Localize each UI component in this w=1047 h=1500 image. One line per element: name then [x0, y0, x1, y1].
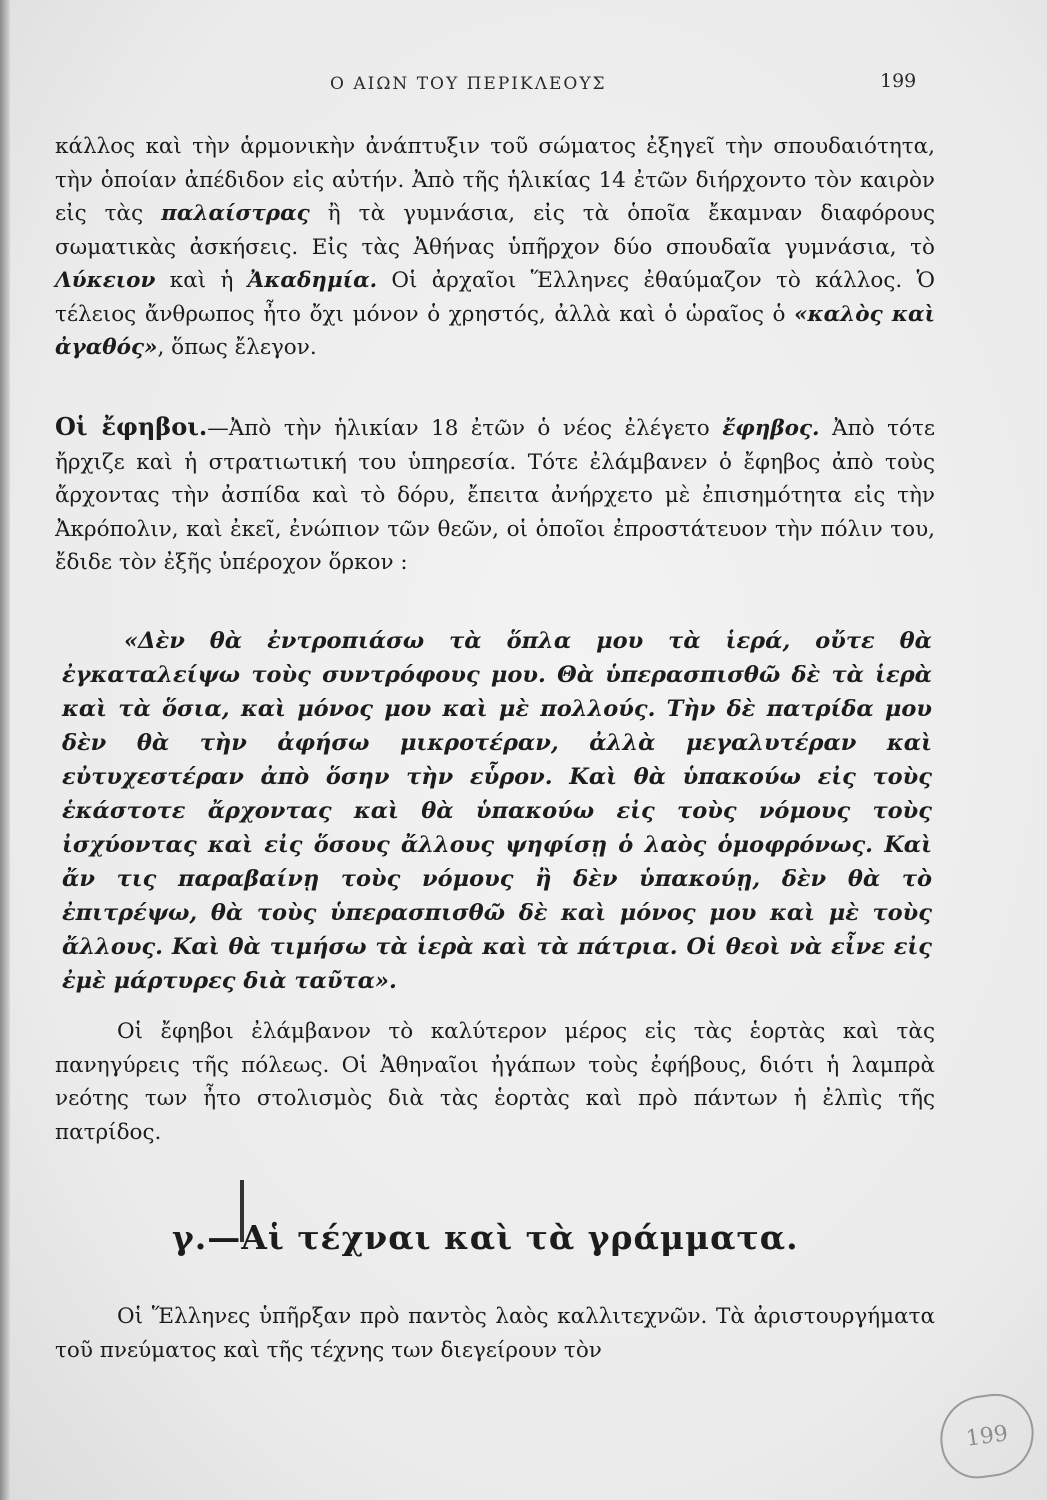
emphasis-palaistras: παλαίστρας — [161, 201, 310, 226]
running-head: Ο ΑΙΩΝ ΤΟΥ ΠΕΡΙΚΛΕΟΥΣ — [330, 74, 607, 94]
section-heading: γ.—Αἱ τέχναι καὶ τὰ γράμματα. — [172, 1218, 799, 1257]
paragraph-gymnasia — [55, 130, 935, 365]
text-run: ἢ τὰ γυμνάσια, εἰς τὰ ὁποῖα ἔκαμναν διαφόρους σωματικὰς ἀσκήσεις. Εἰς τὰς Ἀθήνας ὑπῆρχον δύο σπουδαῖα γυμνάσια, τὸ — [55, 201, 935, 260]
page-gutter-shadow — [0, 0, 10, 1500]
text-run: κάλλος καὶ τὴν ἁρμονικὴν ἀνάπτυξιν τοῦ σώματος ἐξηγεῖ τὴν σπουδαιότητα, τὴν ὁποίαν ἀπέδιδον εἰς αὐτήν. Ἀπὸ τῆς ἡλικίας 14 ἐτῶν διήρχοντο τὸν καιρὸν εἰς τὰς — [55, 134, 935, 226]
text-run: , ὅπως ἔλεγον. — [157, 335, 317, 360]
emphasis-akadimia: Ἀκαδημία. — [247, 268, 378, 293]
paragraph-festivals: Οἱ ἔφηβοι ἐλάμβανον τὸ καλύτερον μέρος εἰς τὰς ἑορτὰς καὶ τὰς πανηγύρεις τῆς πόλεως. Οἱ Ἀθηναῖοι ἠγάπων τοὺς ἐφήβους, διότι ἡ λαμπρὰ νεότης των ἦτο στολισμὸς διὰ τὰς ἑορτὰς καὶ πρὸ πάντων ἡ ἐλπὶς τῆς πατρίδος. — [55, 1019, 935, 1145]
library-stamp: 199 — [935, 1389, 1039, 1483]
emphasis-lykeion: Λύκειον — [55, 268, 156, 293]
text-run: Οἱ ἀρχαῖοι Ἕλληνες ἐθαύμαζον τὸ κάλλος. Ὁ τέλειος ἄνθρωπος ἦτο ὄχι μόνον ὁ χρηστός, ἀλλὰ καὶ ὁ ὡραῖος ὁ — [55, 268, 935, 327]
emphasis-ephebos: ἔφηβος. — [722, 416, 820, 441]
emphasis-kalos-kagathos: «καλὸς καὶ ἀγαθός» — [55, 301, 935, 360]
ephebic-oath: «Δὲν θὰ ἐντροπιάσω τὰ ὅπλα μου τὰ ἱερά, οὔτε θὰ ἐγκαταλείψω τοὺς συντρόφους μου. Θὰ ὑπερασπισθῶ δὲ τὰ ἱερὰ καὶ τὰ ὅσια, καὶ μόνος μου καὶ μὲ πολλούς. Τὴν δὲ πατρίδα μου δὲν θὰ τὴν ἀφήσω μικροτέραν, ἀλλὰ μεγαλυτέραν καὶ εὐτυχεστέραν ἀπὸ ὅσην τὴν εὗρον. Καὶ θὰ ὑπακούω εἰς τοὺς ἑκάστοτε ἄρχοντας καὶ θὰ ὑπακούω εἰς τοὺς νόμους τοὺς ἰσχύοντας καὶ εἰς ὅσους ἄλλους ψηφίσῃ ὁ λαὸς ὁμοφρόνως. Καὶ ἄν τις παραβαίνῃ τοὺς νόμους ἢ δὲν ὑπακούῃ, δὲν θὰ τὸ ἐπιτρέψω, θὰ τοὺς ὑπερασπισθῶ δὲ καὶ μόνος μου καὶ μὲ τοὺς ἄλλους. Καὶ θὰ τιμήσω τὰ ἱερὰ καὶ τὰ πάτρια. Οἱ θεοὶ νὰ εἶνε εἰς ἐμὲ μάρτυρες διὰ ταῦτα». — [62, 628, 932, 994]
page-number: 199 — [880, 70, 917, 92]
text-run: καὶ ἡ — [155, 268, 248, 293]
paragraph-ephebes — [55, 410, 935, 580]
inline-heading-ephebes: Οἱ ἔφηβοι. — [55, 412, 208, 441]
text-run: —Ἀπὸ τὴν ἡλικίαν 18 ἐτῶν ὁ νέος ἐλέγετο — [207, 416, 723, 441]
paragraph-arts: Οἱ Ἕλληνες ὑπῆρξαν πρὸ παντὸς λαὸς καλλιτεχνῶν. Τὰ ἀριστουργήματα τοῦ πνεύματος καὶ τῆς τέχνης των διεγείρουν τὸν — [55, 1304, 935, 1363]
text-run: Ἀπὸ τότε ἤρχιζε καὶ ἡ στρατιωτική του ὑπηρεσία. Τότε ἐλάμβανεν ὁ ἔφηβος ἀπὸ τοὺς ἄρχοντας τὴν ἀσπίδα καὶ τὸ δόρυ, ἔπειτα ἀνήρχετο μὲ ἐπισημότητα εἰς τὴν Ἀκρόπολιν, καὶ ἐκεῖ, ἐνώπιον τῶν θεῶν, οἱ ὁποῖοι ἐπροστάτευον τὴν πόλιν του, ἔδιδε τὸν ἐξῆς ὑπέροχον ὅρκον : — [55, 416, 936, 575]
